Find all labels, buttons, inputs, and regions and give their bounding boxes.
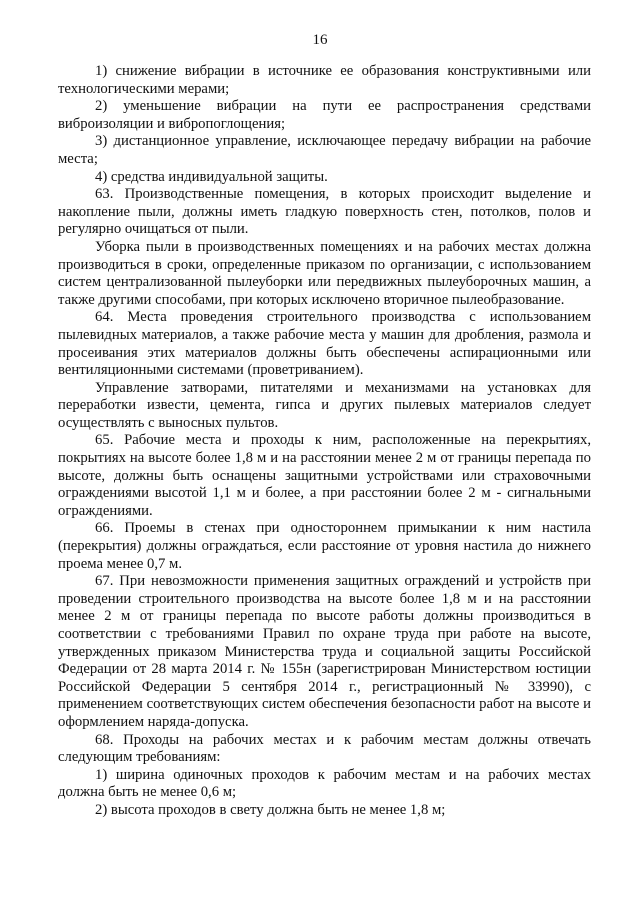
paragraph-66: 66. Проемы в стенах при одностороннем примыкании к ним настила (перекрытия) должны ограждаться, если расстояние от уровня настила до нижнего проема менее 0,7 м. bbox=[58, 520, 591, 572]
paragraph-vibration-item-1: 1) снижение вибрации в источнике ее образования конструктивными или технологическими мерами; bbox=[58, 63, 591, 97]
paragraph-67: 67. При невозможности применения защитных ограждений и устройств при проведении строительного производства на высоте более 1,8 м и на расстоянии менее 2 м от границы перепада по высоте работы должны производиться в соответствии с требованиями Правил по охране труда при работе на высоте, утвержденных приказом Министерства труда и социальной защиты Российской Федерации от 28 марта 2014 г. № 155н (зарегистрирован Министерством юстиции Российской Федерации 5 сентября 2014 г., регистрационный № 33990), с применением соответствующих систем обеспечения безопасности работ на высоте и оформлением наряда-допуска. bbox=[58, 573, 591, 730]
paragraph-63: 63. Производственные помещения, в которых происходит выделение и накопление пыли, должны иметь гладкую поверхность стен, потолков, полов и регулярно очищаться от пыли. bbox=[58, 186, 591, 238]
paragraph-vibration-item-2: 2) уменьшение вибрации на пути ее распространения средствами виброизоляции и вибропоглощения; bbox=[58, 98, 591, 132]
paragraph-68: 68. Проходы на рабочих местах и к рабочим местам должны отвечать следующим требованиям: bbox=[58, 731, 591, 766]
paragraph-dust-cleaning: Уборка пыли в производственных помещениях и на рабочих местах должна производиться в сроки, определенные приказом по организации, с использованием систем централизованной пылеуборки или передвижных пылеуборочных машин, а также другими способами, при которых исключено вторичное пылеобразование. bbox=[58, 238, 591, 308]
paragraph-passage-height: 2) высота проходов в свету должна быть не менее 1,8 м; bbox=[95, 801, 446, 818]
paragraph-64: 64. Места проведения строительного производства с использованием пылевидных материалов, а также рабочие места у машин для дробления, размола и просеивания этих материалов должны быть обеспечены аспирационными или вентиляционными системами (проветриванием). bbox=[58, 309, 591, 379]
document-body bbox=[58, 63, 591, 820]
paragraph-65: 65. Рабочие места и проходы к ним, расположенные на перекрытиях, покрытиях на высоте более 1,8 м и на расстоянии менее 2 м от границы перепада по высоте, должны быть оснащены защитными устройствами или страховочными ограждениями высотой 1,1 м и более, а при расстоянии более 2 м - сигнальными ограждениями. bbox=[58, 432, 591, 519]
page-number: 16 bbox=[312, 32, 328, 48]
paragraph-vibration-item-4: 4) средства индивидуальной защиты. bbox=[95, 168, 328, 185]
paragraph-passage-width: 1) ширина одиночных проходов к рабочим местам и на рабочих местах должна быть не менее 0,6 м; bbox=[58, 766, 591, 801]
paragraph-remote-control: Управление затворами, питателями и механизмами на установках для переработки извести, цемента, гипса и других пылевых материалов следует осуществлять с выносных пультов. bbox=[58, 379, 591, 431]
paragraph-vibration-item-3: 3) дистанционное управление, исключающее передачу вибрации на рабочие места; bbox=[58, 133, 591, 167]
